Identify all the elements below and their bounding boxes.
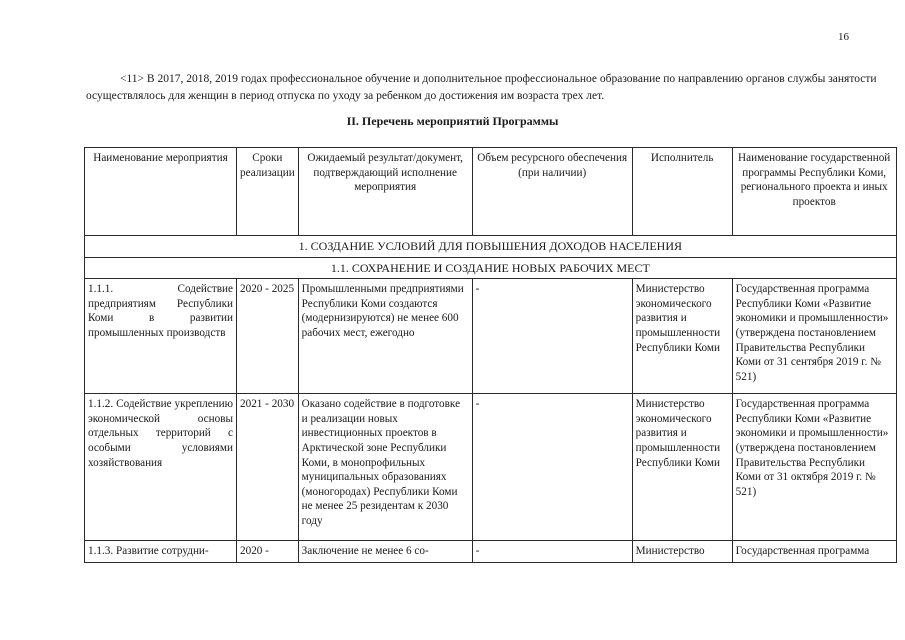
cell-program: Государственная программа Республики Коми «Развитие экономики и промышленности» (утверждена постановлением Правительства Республики Коми от 31 октября 2019 г. № 521)	[732, 394, 896, 541]
table-row	[85, 394, 897, 541]
header-measure-name: Наименование мероприятия	[85, 148, 237, 236]
table-row	[85, 279, 897, 394]
section-title: II. Перечень мероприятий Программы	[346, 114, 559, 128]
cell-period: 2020 - 2025	[237, 279, 299, 394]
header-program: Наименование государственной программы Республики Коми, регионального проекта и иных проектов	[732, 148, 896, 236]
cell-resources: -	[472, 394, 632, 541]
cell-expected-result: Промышленными предприятиями Республики Коми создаются (модернизируются) не менее 600 рабочих мест, ежегодно	[298, 279, 472, 394]
table-header-row	[85, 148, 897, 236]
cell-measure-name: 1.1.2. Содействие укреплению экономической основы отдельных территорий с особыми условиями хозяйствования	[85, 394, 237, 541]
cell-resources: -	[472, 541, 632, 563]
cell-period: 2021 - 2030	[237, 394, 299, 541]
cell-program: Государственная программа Республики Коми «Развитие экономики и промышленности» (утверждена постановлением Правительства Республики Коми от 31 сентября 2019 г. № 521)	[732, 279, 896, 394]
group-heading-1-1: 1.1. СОХРАНЕНИЕ И СОЗДАНИЕ НОВЫХ РАБОЧИХ МЕСТ	[85, 257, 897, 279]
header-executor: Исполнитель	[632, 148, 732, 236]
cell-resources: -	[472, 279, 632, 394]
header-resources: Объем ресурсного обеспечения (при наличии)	[472, 148, 632, 236]
cell-executor: Министерство экономического развития и промышленности Республики Коми	[632, 394, 732, 541]
measures-table	[84, 147, 897, 563]
cell-period: 2020 -	[237, 541, 299, 563]
page-number: 16	[838, 31, 849, 43]
header-expected-result: Ожидаемый результат/документ, подтверждающий исполнение мероприятия	[298, 148, 472, 236]
footnote-text: <11> В 2017, 2018, 2019 годах профессиональное обучение и дополнительное профессиональное образование по направлению органов службы занятости осуществлялось для женщин в период отпуска по уходу за ребенком до достижения им возраста трех лет.	[86, 73, 877, 102]
group-heading-1: 1. СОЗДАНИЕ УСЛОВИЙ ДЛЯ ПОВЫШЕНИЯ ДОХОДОВ НАСЕЛЕНИЯ	[85, 236, 897, 258]
cell-measure-name: 1.1.3. Развитие сотрудни-	[85, 541, 237, 563]
table-row	[85, 541, 897, 563]
cell-executor: Министерство экономического развития и промышленности Республики Коми	[632, 279, 732, 394]
header-period: Сроки реализации	[237, 148, 299, 236]
cell-executor: Министерство	[632, 541, 732, 563]
cell-expected-result: Заключение не менее 6 со-	[298, 541, 472, 563]
cell-program: Государственная программа	[732, 541, 896, 563]
group-row-1	[85, 236, 897, 258]
group-row-1-1	[85, 257, 897, 279]
cell-measure-name: 1.1.1. Содействие предприятиям Республики Коми в развитии промышленных производств	[85, 279, 237, 394]
cell-expected-result: Оказано содействие в подготовке и реализации новых инвестиционных проектов в Арктической зоне Республики Коми, в монопрофильных муниципальных образованиях (моногородах) Республики Коми не менее 25 резидентам к 2030 году	[298, 394, 472, 541]
